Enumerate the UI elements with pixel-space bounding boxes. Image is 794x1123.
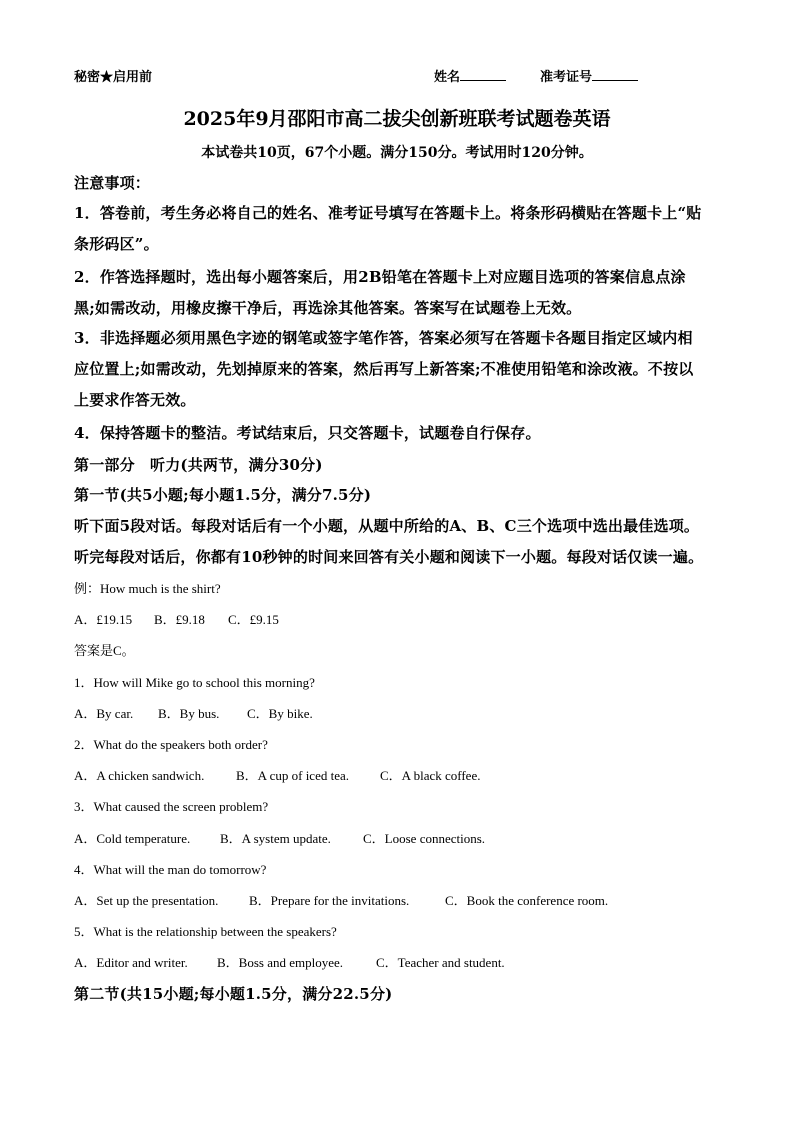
question-5-options	[74, 952, 505, 971]
question-3-options	[74, 828, 485, 847]
question-4-options	[74, 890, 608, 909]
section2-heading: 第二节(共15小题;每小题1.5分，满分22.5分)	[74, 985, 393, 1003]
name-field	[434, 66, 506, 85]
q3-option-a: A．Cold temperature.	[74, 831, 191, 846]
notice-3-line-3: 上要求作答无效。	[74, 391, 196, 409]
id-blank	[592, 67, 638, 81]
notice-3-line-2: 应位置上;如需改动，先划掉原来的答案，然后再写上新答案;不准使用铅笔和涂改液。不按以	[74, 360, 694, 378]
instructions-line-1: 听下面5段对话。每段对话后有一个小题，从题中所给的A、B、C三个选项中选出最佳选项。	[74, 517, 700, 535]
notice-3-line-1: 3．非选择题必须用黑色字迹的钢笔或签字笔作答，答案必须写在答题卡各题目指定区域内相	[74, 329, 693, 347]
example-option-a: A．£19.15	[74, 612, 133, 627]
notice-2-line-2: 黑;如需改动，用橡皮擦干净后，再选涂其他答案。答案写在试题卷上无效。	[74, 299, 582, 317]
name-blank	[460, 67, 506, 81]
example-answer: 答案是C。	[74, 643, 135, 658]
question-2: 2．What do the speakers both order?	[74, 737, 268, 752]
exam-subtitle: 本试卷共10页，67个小题。满分150分。考试用时120分钟。	[201, 145, 593, 161]
example-option-b: B．£9.18	[154, 612, 205, 627]
question-1-options	[74, 703, 313, 722]
question-5: 5．What is the relationship between the speakers?	[74, 924, 337, 939]
notice-1-line-2: 条形码区”。	[74, 235, 159, 253]
question-3: 3．What caused the screen problem?	[74, 799, 269, 814]
q2-option-c: C．A black coffee.	[380, 768, 481, 783]
notice-2-line-1: 2．作答选择题时，选出每小题答案后，用2B铅笔在答题卡上对应题目选项的答案信息点涂	[74, 268, 686, 286]
notice-4-line-1: 4．保持答题卡的整洁。考试结束后，只交答题卡，试题卷自行保存。	[74, 424, 541, 442]
confidential-label: 秘密★启用前	[74, 70, 153, 85]
q4-option-b: B．Prepare for the invitations.	[249, 893, 410, 908]
q2-option-a: A．A chicken sandwich.	[74, 768, 205, 783]
question-2-options	[74, 765, 480, 784]
q4-option-a: A．Set up the presentation.	[74, 893, 219, 908]
exam-title: 2025年9月邵阳市高二拔尖创新班联考试题卷英语	[183, 108, 611, 130]
notice-heading: 注意事项：	[74, 174, 151, 192]
id-label: 准考证号	[540, 70, 593, 85]
part1-heading: 第一部分 听力(共两节，满分30分)	[74, 456, 323, 474]
name-label: 姓名	[434, 70, 461, 85]
instructions-line-2: 听完每段对话后，你都有10秒钟的时间来回答有关小题和阅读下一小题。每段对话仅读一遍。	[74, 548, 704, 566]
q5-option-a: A．Editor and writer.	[74, 955, 188, 970]
id-field	[540, 66, 638, 85]
q3-option-c: C．Loose connections.	[363, 831, 486, 846]
q1-option-a: A．By car.	[74, 706, 134, 721]
example-options	[74, 609, 279, 628]
q3-option-b: B．A system update.	[220, 831, 331, 846]
q1-option-c: C．By bike.	[247, 706, 313, 721]
q1-option-b: B．By bus.	[158, 706, 220, 721]
section1-heading: 第一节(共5小题;每小题1.5分，满分7.5分)	[74, 486, 372, 504]
q2-option-b: B．A cup of iced tea.	[236, 768, 349, 783]
question-1: 1．How will Mike go to school this morning?	[74, 675, 315, 690]
q4-option-c: C．Book the conference room.	[445, 893, 609, 908]
q5-option-c: C．Teacher and student.	[376, 955, 505, 970]
question-4: 4．What will the man do tomorrow?	[74, 862, 267, 877]
q5-option-b: B．Boss and employee.	[217, 955, 344, 970]
notice-1-line-1: 1．答卷前，考生务必将自己的姓名、准考证号填写在答题卡上。将条形码横贴在答题卡上“贴	[74, 204, 702, 222]
example-question: 例：How much is the shirt?	[74, 581, 221, 596]
example-option-c: C．£9.15	[228, 612, 279, 627]
